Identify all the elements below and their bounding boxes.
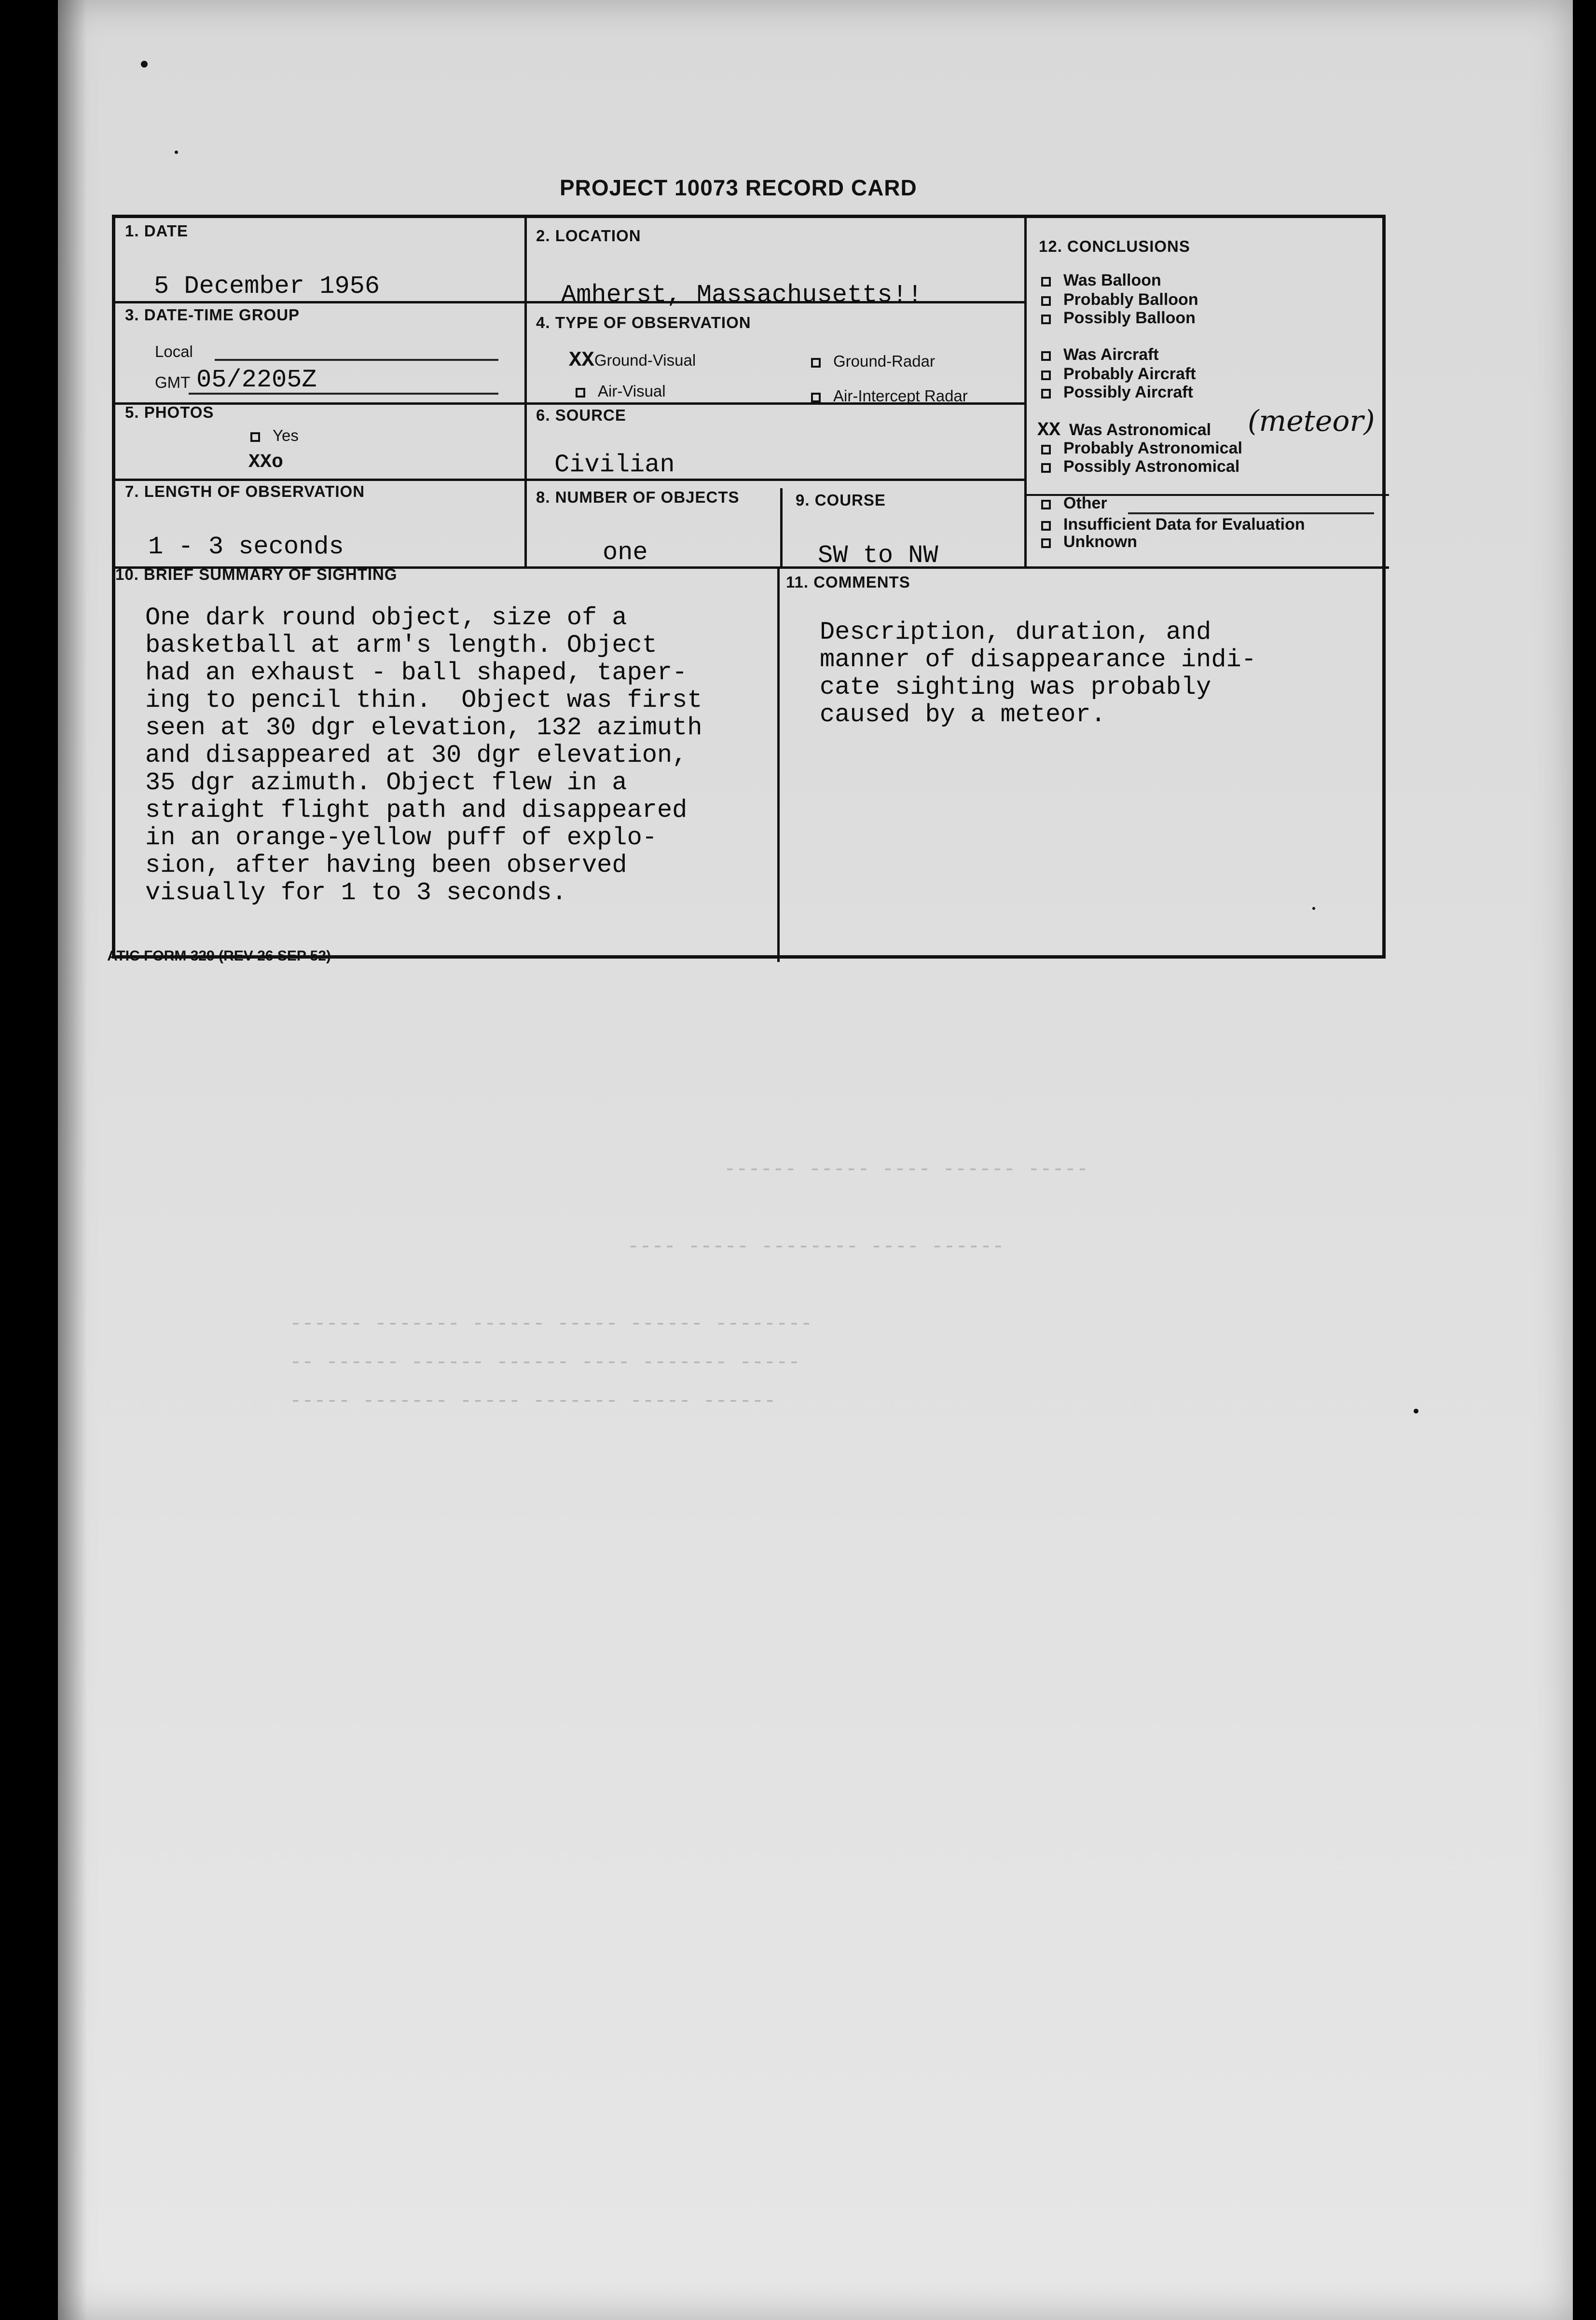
other-line	[1128, 512, 1374, 514]
column-divider	[780, 488, 783, 568]
summary-label: 10. BRIEF SUMMARY OF SIGHTING	[115, 565, 398, 583]
gmt-value: 05/2205Z	[196, 366, 317, 394]
comments-label: 11. COMMENTS	[786, 573, 910, 591]
location-label: 2. LOCATION	[536, 227, 641, 245]
air-intercept-radar-label: Air-Intercept Radar	[833, 387, 968, 405]
type-of-observation-label: 4. TYPE OF OBSERVATION	[536, 314, 751, 331]
checkbox-icon	[1041, 521, 1051, 531]
conclusion-was-aircraft[interactable]	[1041, 345, 1159, 364]
length-label: 7. LENGTH OF OBSERVATION	[125, 482, 365, 500]
conclusion-probably-aircraft[interactable]	[1041, 365, 1196, 384]
conclusion-unknown[interactable]	[1041, 533, 1137, 551]
date-value: 5 December 1956	[154, 272, 380, 301]
course-value: SW to NW	[818, 541, 938, 570]
summary-line: straight flight path and disappeared	[145, 796, 688, 824]
comments-line: manner of disappearance indi-	[820, 645, 1256, 674]
conclusion-other[interactable]	[1041, 494, 1107, 513]
ground-visual-option[interactable]	[569, 348, 696, 372]
comments-text	[820, 618, 1256, 728]
checkbox-icon	[1041, 538, 1051, 548]
summary-line: seen at 30 dgr elevation, 132 azimuth	[145, 714, 702, 742]
conclusion-label: Unknown	[1063, 533, 1137, 551]
location-value: Amherst, Massachusetts!!	[561, 281, 922, 309]
checkbox-icon	[811, 393, 821, 402]
conclusion-label: Insufficient Data for Evaluation	[1063, 515, 1305, 534]
air-intercept-radar-option[interactable]	[811, 387, 968, 405]
local-time-label: Local	[155, 343, 193, 360]
checkbox-icon	[1041, 500, 1051, 509]
column-divider	[1024, 218, 1027, 568]
gmt-label: GMT	[155, 373, 191, 391]
dust-speck	[141, 61, 148, 68]
number-of-objects-label: 8. NUMBER OF OBJECTS	[536, 488, 740, 506]
date-label: 1. DATE	[125, 222, 189, 240]
bleed-through-text: ----- ------ ---- ----- ------	[724, 1158, 1089, 1181]
summary-line: and disappeared at 30 dgr elevation,	[145, 741, 688, 769]
conclusion-label: Probably Balloon	[1063, 290, 1198, 309]
conclusions-label: 12. CONCLUSIONS	[1039, 237, 1190, 255]
conclusion-label: Possibly Aircraft	[1063, 383, 1193, 401]
air-visual-option[interactable]	[576, 382, 666, 400]
checkbox-icon	[1041, 315, 1051, 324]
page-edge-shadow	[58, 0, 87, 2320]
conclusion-probably-balloon[interactable]	[1041, 290, 1198, 309]
conclusion-label: Was Astronomical	[1069, 421, 1211, 439]
bleed-through-text: ----- ------- ---- ------ ------ ------ --	[289, 1351, 800, 1374]
dust-speck	[1414, 1409, 1418, 1414]
conclusion-possibly-aircraft[interactable]	[1041, 383, 1193, 402]
ground-radar-option[interactable]	[811, 352, 935, 371]
typed-x-mark: XX	[1037, 420, 1061, 441]
photos-yes-option[interactable]	[250, 426, 299, 445]
conclusion-label: Was Balloon	[1063, 271, 1161, 289]
checkbox-icon	[576, 388, 585, 398]
dust-speck	[1312, 907, 1315, 910]
photos-yes-label: Yes	[273, 426, 299, 444]
checkbox-icon	[1041, 371, 1051, 380]
number-of-objects-value: one	[603, 538, 648, 567]
conclusion-possibly-balloon[interactable]	[1041, 309, 1196, 328]
conclusion-insufficient-data[interactable]	[1041, 515, 1305, 534]
card-title: PROJECT 10073 RECORD CARD	[560, 175, 917, 200]
checkbox-icon	[1041, 277, 1051, 287]
conclusion-label: Possibly Astronomical	[1063, 457, 1240, 476]
conclusion-label: Probably Aircraft	[1063, 365, 1196, 383]
conclusion-label: Other	[1063, 494, 1107, 512]
conclusion-possibly-astronomical[interactable]	[1041, 457, 1239, 476]
comments-line: Description, duration, and	[820, 618, 1211, 646]
summary-line: in an orange-yellow puff of explo-	[145, 824, 657, 852]
bleed-through-text: ------ ---- -------- ----- ----	[627, 1235, 1004, 1258]
checkbox-icon	[250, 432, 260, 442]
summary-line: ing to pencil thin. Object was first	[145, 686, 702, 714]
typed-x-mark: XX	[569, 348, 594, 372]
summary-line: 35 dgr azimuth. Object flew in a	[145, 769, 627, 797]
summary-line: basketball at arm's length. Object	[145, 631, 657, 659]
conclusion-probably-astronomical[interactable]	[1041, 439, 1242, 458]
summary-line: One dark round object, size of a	[145, 604, 627, 632]
ground-radar-label: Ground-Radar	[833, 352, 935, 370]
conclusion-label: Probably Astronomical	[1063, 439, 1242, 457]
checkbox-icon	[1041, 389, 1051, 398]
course-label: 9. COURSE	[796, 491, 886, 509]
comments-line: caused by a meteor.	[820, 700, 1106, 729]
air-visual-label: Air-Visual	[598, 382, 666, 400]
conclusion-label: Was Aircraft	[1063, 345, 1159, 364]
source-value: Civilian	[554, 451, 675, 479]
bleed-through-text: ------ ----- ------- ----- ------- -----	[289, 1389, 776, 1413]
comments-line: cate sighting was probably	[820, 673, 1211, 701]
dust-speck	[175, 151, 178, 154]
photos-label: 5. PHOTOS	[125, 403, 214, 421]
conclusion-was-balloon[interactable]	[1041, 271, 1161, 290]
summary-line: had an exhaust - ball shaped, taper-	[145, 659, 688, 687]
checkbox-icon	[1041, 296, 1051, 306]
form-number: ATIC FORM 329 (REV 26 SEP 52)	[107, 948, 331, 964]
source-label: 6. SOURCE	[536, 406, 626, 424]
summary-text	[145, 604, 702, 906]
bleed-through-text: -------- ------ ----- ------ ------- ------	[289, 1312, 812, 1335]
length-value: 1 - 3 seconds	[148, 533, 344, 561]
column-divider	[524, 218, 527, 568]
local-time-line	[215, 359, 498, 361]
summary-line: visually for 1 to 3 seconds.	[145, 879, 567, 907]
conclusion-label: Possibly Balloon	[1063, 309, 1196, 327]
checkbox-icon	[1041, 351, 1051, 361]
date-time-group-label: 3. DATE-TIME GROUP	[125, 306, 300, 324]
column-divider	[777, 568, 780, 962]
conclusion-was-astronomical[interactable]	[1037, 420, 1211, 441]
checkbox-icon	[1041, 463, 1051, 473]
checkbox-icon	[1041, 445, 1051, 454]
handwritten-meteor-note: (meteor)	[1248, 404, 1375, 438]
photos-no-option[interactable]: XXo	[248, 452, 284, 473]
summary-line: sion, after having been observed	[145, 851, 627, 879]
ground-visual-label: Ground-Visual	[594, 351, 696, 369]
checkbox-icon	[811, 358, 821, 368]
